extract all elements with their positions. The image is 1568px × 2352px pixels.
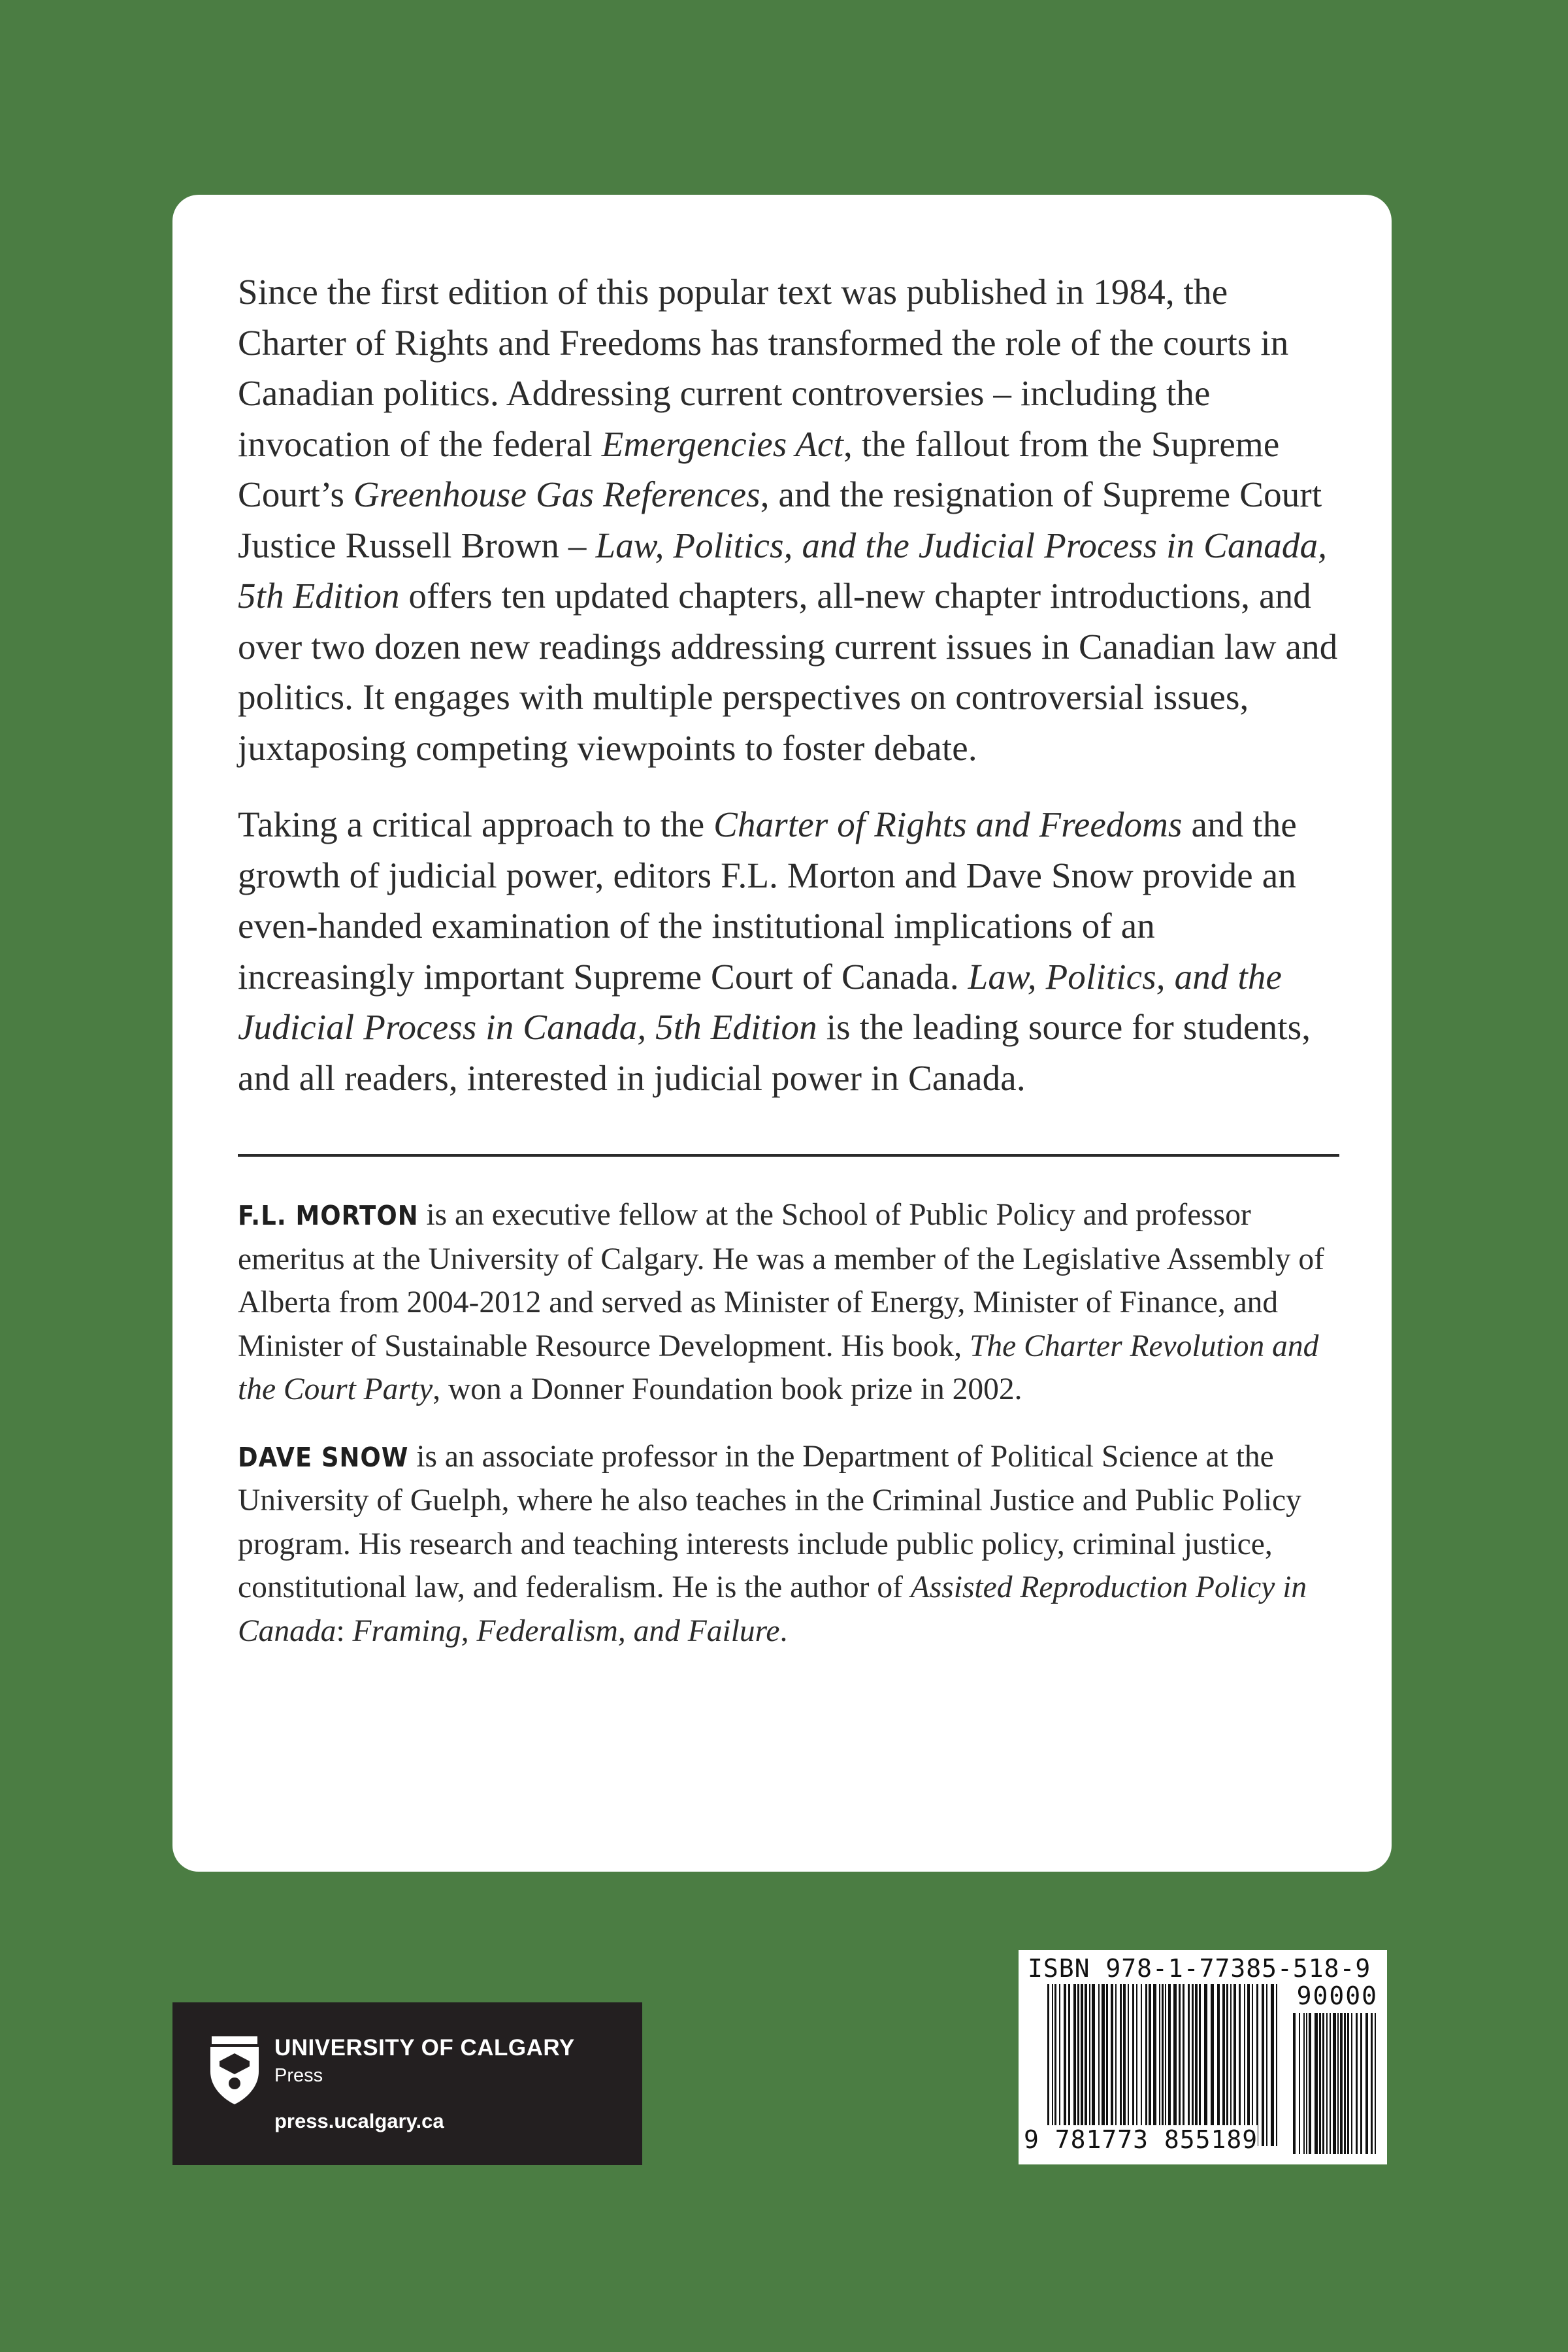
author-bio-snow — [238, 1435, 1339, 1653]
publisher-url: press.ucalgary.ca — [274, 2110, 444, 2132]
isbn-barcode — [1019, 1950, 1387, 2164]
author-bio-morton — [238, 1193, 1339, 1412]
section-divider — [238, 1154, 1339, 1157]
description-paragraph-2: Taking a critical approach to the Charter of Rights and Freedoms and the growth of judicial power, editors F.L. Morton and Dave Snow provide an even-handed examination of the institutional implications of an increasingly important Supreme Court of Canada. Law, Politics, and the Judicial Process in Canada, 5th Edition is the leading source for students, and all readers, interested in judicial power in Canada. — [238, 804, 1311, 1098]
isbn-label: ISBN 978-1-77385-518-9 — [1028, 1954, 1371, 1983]
book-description — [238, 267, 1339, 1103]
publisher-block — [172, 2002, 642, 2165]
university-crest-icon — [206, 2035, 263, 2107]
description-panel — [172, 195, 1392, 1872]
publisher-name: UNIVERSITY OF CALGARY — [274, 2035, 575, 2061]
price-addon: 90000 — [1296, 1981, 1378, 2010]
author-name: DAVE SNOW — [238, 1441, 409, 1473]
author-bio-text: is an associate professor in the Department of Political Science at the University of Guelph, where he also teaches in the Criminal Justice and Public Policy program. His research and teaching interests include public policy, criminal justice, constitutional law, and federalism. He is the author of Assisted Reproduction Policy in Canada: Framing, Federalism, and Failure. — [238, 1439, 1307, 1648]
author-name: F.L. MORTON — [238, 1200, 419, 1231]
publisher-subtitle: Press — [274, 2065, 323, 2086]
author-bios — [238, 1193, 1339, 1653]
description-paragraph-1: Since the first edition of this popular text was published in 1984, the Charter of Rights and Freedoms has transformed the role of the courts in Canadian politics. Addressing current controversies – including the invocation of the federal Emergencies Act, the fallout from the Supreme Court’s Greenhouse Gas References, and the resignation of Supreme Court Justice Russell Brown – Law, Politics, and the Judicial Process in Canada, 5th Edition offers ten updated chapters, all-new chapter introductions, and over two dozen new readings addressing current issues in Canadian law and politics. It engages with multiple perspectives on controversial issues, juxtaposing competing viewpoints to foster debate. — [238, 272, 1338, 768]
ean-digits: 9 781773 855189 — [1024, 2125, 1258, 2154]
author-bio-text: is an executive fellow at the School of Public Policy and professor emeritus at the University of Calgary. He was a member of the Legislative Assembly of Alberta from 2004-2012 and served as Minister of Energy, Minister of Finance, and Minister of Sustainable Resource Development. His book, The Charter Revolution and the Court Party, won a Donner Foundation book prize in 2002. — [238, 1198, 1324, 1406]
